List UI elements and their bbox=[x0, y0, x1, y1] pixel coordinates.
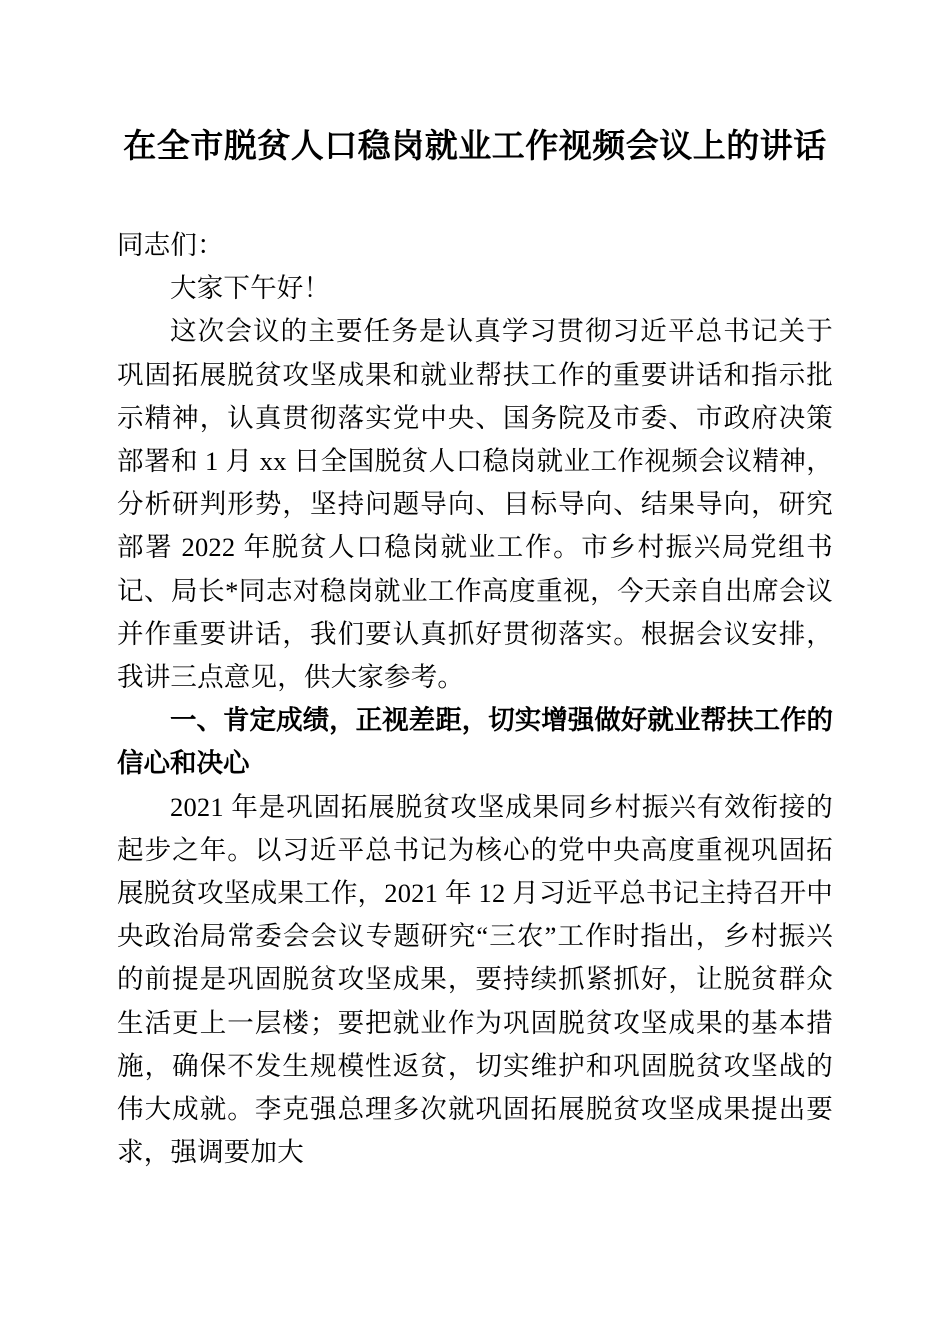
greeting-paragraph: 大家下午好！ bbox=[170, 273, 331, 304]
title-body-spacer bbox=[117, 171, 833, 224]
salutation: 同志们： bbox=[117, 230, 224, 260]
section-1-paragraph-1: 2021 年是巩固拓展脱贫攻坚成果同乡村振兴有效衔接的起步之年。以习近平总书记为核心的党中央高度重视巩固拓展脱贫攻坚成果工作，2021 年 12 月习近平总书记主持召开中央政治局常委会会议专题研究“三农”工作时指出，乡村振兴的前提是巩固脱贫攻坚成果，要持续抓紧抓好，让脱贫群众生活更上一层楼；要把就业作为巩固脱贫攻坚成果的基本措施，确保不发生规模性返贫，切实维护和巩固脱贫攻坚战的伟大成就。李克强总理多次就巩固拓展脱贫攻坚成果提出要求，强调要加大 bbox=[117, 791, 833, 1168]
document-content bbox=[117, 0, 833, 1174]
section-heading-1: 一、肯定成绩，正视差距，切实增强做好就业帮扶工作的信心和决心 bbox=[117, 705, 833, 779]
intro-paragraph: 这次会议的主要任务是认真学习贯彻习近平总书记关于巩固拓展脱贫攻坚成果和就业帮扶工作的重要讲话和指示批示精神，认真贯彻落实党中央、国务院及市委、市政府决策部署和 1 月 xx 日全国脱贫人口稳岗就业工作视频会议精神，分析研判形势，坚持问题导向、目标导向、结果导向，研究部署 2022 年脱贫人口稳岗就业工作。市乡村振兴局党组书记、局长*同志对稳岗就业工作高度重视，今天亲自出席会议并作重要讲话，我们要认真抓好贯彻落实。根据会议安排，我讲三点意见，供大家参考。 bbox=[117, 316, 833, 693]
page-title: 在全市脱贫人口稳岗就业工作视频会议上的讲话 bbox=[123, 129, 827, 165]
